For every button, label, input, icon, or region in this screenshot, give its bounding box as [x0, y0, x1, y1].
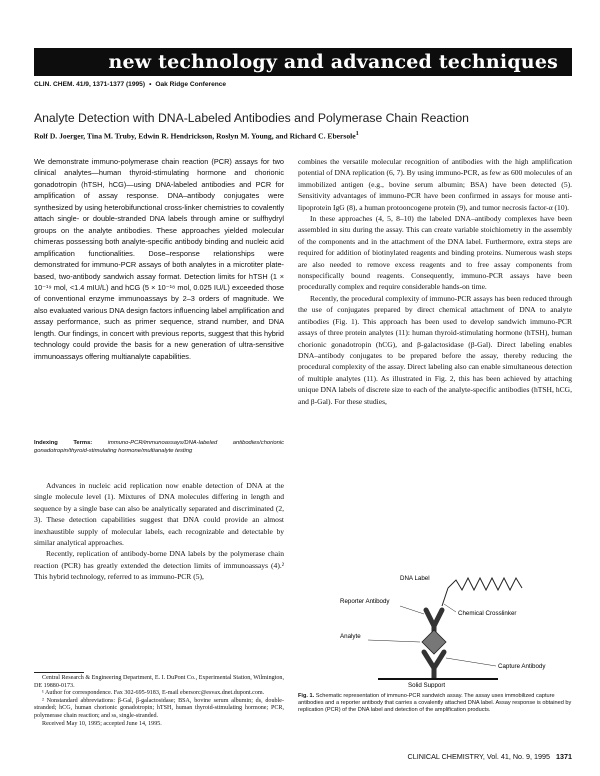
- leader-line: [368, 640, 420, 642]
- leader-line: [444, 604, 456, 612]
- footnote-rule: [34, 672, 84, 673]
- separator-bullet: •: [149, 81, 152, 88]
- section-banner: new technology and advanced techniques: [34, 48, 572, 76]
- author-list: [34, 130, 574, 141]
- paragraph: In these approaches (4, 5, 8–10) the labeled DNA–antibody complexes have been assembled in situ during the assay. This can create variable stoichiometry in the assembly of the components and in the attachment of the DNA label. Furthermore, extra steps are required for addition of biotinylated reagents and binding proteins. Numerous wash steps are also needed to remove excess reagents and to free assay components from nonspecifically bound reagents. Consequently, immuno-PCR assays have been procedurally complex and require considerable hands-on time.: [298, 214, 572, 292]
- paragraph: Advances in nucleic acid replication now enable detection of DNA at the single molecule level (1). Mixtures of DNA molecules differing in length and sequence by a single base can also be analytically separated and discriminated (2, 3). These detection capabilities suggest that DNA could provide an almost inexhaustible supply of molecular labels, each recognizable and detectable by similar analytical approaches.: [34, 481, 284, 548]
- label-dna: DNA Label: [400, 575, 430, 582]
- footnote-correspondence: ¹ Author for correspondence. Fax 302-695-9183, E-mail ebersorc@esvax.dnet.dupont.com.: [42, 690, 265, 697]
- figure-caption-text: Schematic representation of immuno-PCR sandwich assay. The assay uses immobilized capture antibodies and a reporter antibody that carries a covalently attached DNA label. Assay response is obtained by replication (PCR) of the DNA label and detection of the amplification products.: [298, 693, 572, 714]
- indexing-terms-label: Indexing Terms:: [34, 440, 93, 446]
- body-text-left: [34, 480, 284, 583]
- figure-caption: [298, 693, 572, 715]
- figure-1-diagram: [338, 572, 572, 688]
- footnotes: [34, 675, 284, 728]
- label-reporter-antibody: Reporter Antibody: [340, 598, 390, 605]
- journal-reference-line: [34, 81, 226, 88]
- author-names: Rolf D. Joerger, Tina M. Truby, Edwin R. Hendrickson, Roslyn M. Young, and Richard C. Ebersole: [34, 131, 356, 141]
- footer-journal: CLINICAL CHEMISTRY, Vol. 41, No. 9, 1995: [407, 752, 550, 761]
- crosslinker-line: [442, 588, 448, 606]
- label-capture-antibody: Capture Antibody: [498, 663, 546, 670]
- indexing-terms: [34, 439, 284, 456]
- label-solid-support: Solid Support: [408, 682, 446, 688]
- author-footnote-mark: 1: [355, 130, 359, 137]
- indexing-terms-list: immuno-PCR/immunoassays/DNA-labeled antibodies/chorionic gonadotropin/thyroid-stimulating hormone/multianalyte testing: [34, 440, 284, 455]
- leader-line: [446, 658, 496, 666]
- label-crosslinker: Chemical Crosslinker: [458, 610, 517, 617]
- body-text-right: [298, 156, 572, 407]
- paragraph: combines the versatile molecular recognition of antibodies with the high amplification potential of DNA replication (6, 7). By using immuno-PCR, as few as 600 molecules of an immobilized antigen (e.g., bovine serum albumin; BSA) have been detected (5). Sensitivity advantages of immuno-PCR have been confirmed in assays for mouse anti-lipoprotein IgG (8), a human protooncogene protein (9), and tumor necrosis factor-α (10).: [298, 157, 572, 212]
- abstract: We demonstrate immuno-polymerase chain reaction (PCR) assays for two clinical analytes—human thyroid-stimulating hormone and chorionic gonadotropin (hTSH, hCG)—using DNA-labeled antibodies and PCR for amplification of assay response. DNA–antibody conjugates were synthesized by using heterobifunctional cross-linker chemistries to covalently attach single- or double-stranded DNA labels through amine or sulfhydryl groups on the analyte antibodies. These approaches yielded molecular chimeras possessing both analyte-specific antibody binding and nucleic acid amplification functionalities. Dose–response relationships were demonstrated for immuno-PCR assays of both analytes in a microtiter plate-based, two-antibody sandwich assay format. Detection limits for hTSH (1 × 10⁻¹⁹ mol, <1.4 mIU/L) and hCG (5 × 10⁻¹⁸ mol, 0.025 IU/L) exceeded those of conventional enzyme immunoassays by 2–3 orders of magnitude. We also evaluated various DNA design factors influencing label amplification and assay performance, such as primer sequence, strand number, and DNA length. Our findings, in concert with previous reports, suggest that this hybrid technology could provide the basis for a new generation of ultra-sensitive immunoassays offering multianalyte capabilities.: [34, 157, 284, 361]
- page-footer: [408, 752, 572, 761]
- conference-name: Oak Ridge Conference: [155, 81, 227, 88]
- dna-label-strand: [448, 578, 522, 590]
- label-analyte: Analyte: [340, 633, 361, 640]
- journal-citation: CLIN. CHEM. 41/9, 1371-1377 (1995): [34, 81, 146, 88]
- leader-line: [400, 606, 424, 614]
- footnote-abbreviations: ² Nonstandard abbreviations: β-Gal, β-galactosidase; BSA, bovine serum albumin; ds, double-stranded; hCG, human chorionic gonadotropin; hTSH, human thyroid-stimulating hormone; PCR, polymerase chain reaction; and ss, single-stranded.: [34, 697, 284, 719]
- paragraph: Recently, the procedural complexity of immuno-PCR assays has been reduced through the use of conjugates prepared by direct chemical attachment of DNA to analyte antibodies (Fig. 1). This approach has been used to develop sandwich immuno-PCR assays of three protein analytes (11): human thyroid-stimulating hormone (hTSH), human chorionic gonadotropin (hCG), and β-galactosidase (β-Gal). Direct labeling enables DNA–antibody conjugates to be prepared before the assay, thereby reducing the procedural complexity of the assay. Direct labeling also can enable simultaneous detection of multiple analytes (11). As illustrated in Fig. 2, this has been achieved by attaching unique DNA labels of discrete size to each of the analyte-specific antibodies (hTSH, hCG, and β-Gal). For these studies,: [298, 293, 572, 406]
- article-title: Analyte Detection with DNA-Labeled Antibodies and Polymerase Chain Reaction: [34, 111, 469, 125]
- reporter-antibody-shape: [426, 610, 442, 626]
- paragraph: Recently, replication of antibody-borne DNA labels by the polymerase chain reaction (PCR) has greatly extended the detection limits of immunoassays (4).² This hybrid technology, referred to as immuno-PCR (5),: [34, 549, 284, 582]
- footnote-affiliation: Central Research & Engineering Department, E. I. DuPont Co., Experimental Station, Wilmington, DE 19880-0173.: [34, 675, 284, 689]
- footnote-received: Received May 10, 1995; accepted June 14, 1995.: [42, 720, 162, 727]
- page-number: 1371: [556, 752, 572, 761]
- figure-caption-label: Fig. 1.: [298, 693, 315, 699]
